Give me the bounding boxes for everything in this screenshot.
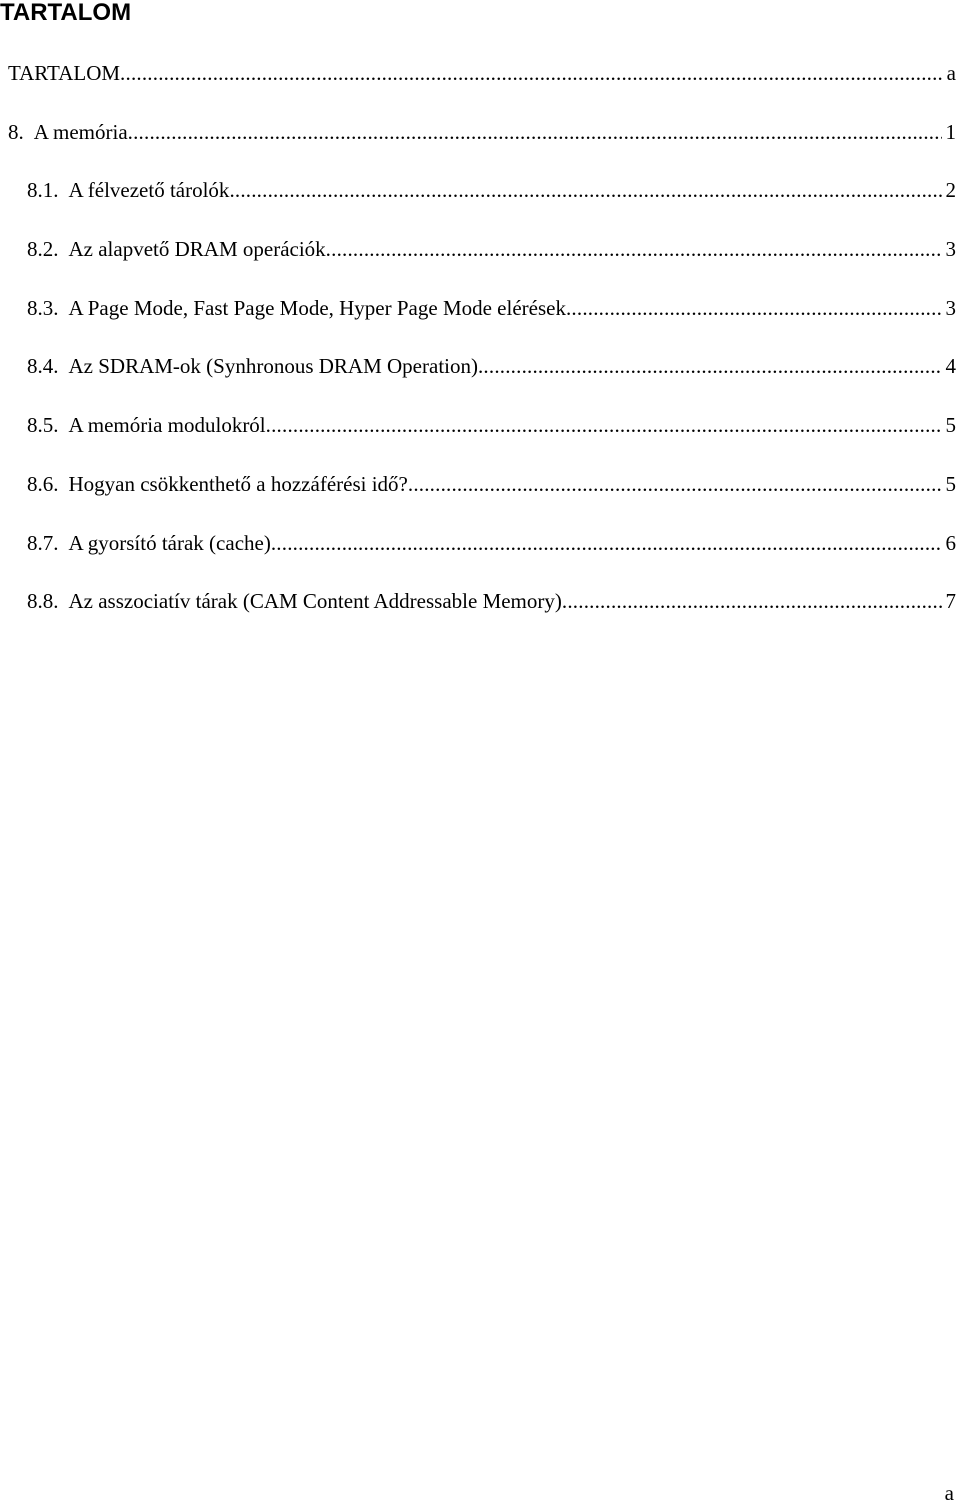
- toc-entry-page: 3: [945, 237, 956, 262]
- toc-entry-page: 5: [945, 413, 956, 438]
- toc-entry-title: A Page Mode, Fast Page Mode, Hyper Page Mode elérések: [68, 295, 566, 320]
- toc-entry-title: A memória modulokról: [68, 413, 266, 438]
- toc-entry-title: A gyorsító tárak (cache): [68, 530, 271, 555]
- toc-entry-title: Hogyan csökkenthető a hozzáférési idő?: [68, 471, 408, 496]
- toc-entry-title: Az SDRAM-ok (Synhronous DRAM Operation): [68, 354, 478, 379]
- toc-entry-number: 8.2.: [27, 237, 59, 262]
- toc-entry-title: Az alapvető DRAM operációk: [68, 237, 326, 262]
- toc-entry-number: 8.: [8, 119, 24, 144]
- toc-entry-page: a: [946, 61, 956, 85]
- toc-leader-dots: [229, 175, 941, 205]
- toc-entry-8-5[interactable]: [0, 410, 956, 469]
- toc-entry-number: 8.1.: [27, 178, 59, 203]
- toc-leader-dots: [408, 469, 942, 499]
- toc-entry-page: 3: [945, 295, 956, 320]
- toc-entry-8-6[interactable]: [0, 469, 956, 528]
- page-title: TARTALOM: [0, 0, 132, 26]
- toc-leader-dots: [271, 528, 942, 558]
- toc-entry-page: 4: [945, 354, 956, 379]
- toc-entry-number: 8.7.: [27, 530, 59, 555]
- toc-leader-dots: [566, 293, 942, 323]
- toc-entry-title: A félvezető tárolók: [68, 178, 230, 203]
- toc-entry-8-8[interactable]: [0, 586, 956, 645]
- toc-entry-8-3[interactable]: [0, 293, 956, 352]
- toc-leader-dots: [562, 586, 942, 616]
- toc-leader-dots: [326, 234, 942, 264]
- toc-entry-8-1[interactable]: [0, 175, 956, 234]
- toc-entry-number: 8.6.: [27, 471, 59, 496]
- toc-entry-tartalom[interactable]: [0, 58, 956, 117]
- toc-entry-page: 1: [945, 119, 956, 144]
- toc-entry-page: 7: [945, 589, 956, 614]
- page-number: a: [944, 1481, 954, 1505]
- toc-entry-number: 8.4.: [27, 354, 59, 379]
- toc-leader-dots: [266, 410, 942, 440]
- toc-leader-dots: [128, 117, 942, 147]
- toc-entry-title: A memória: [33, 119, 128, 144]
- toc-leader-dots: [478, 351, 942, 381]
- toc-entry-number: 8.8.: [27, 589, 59, 614]
- toc-entry-number: 8.5.: [27, 413, 59, 438]
- toc-entry-8-7[interactable]: [0, 528, 956, 587]
- toc-entry-number: 8.3.: [27, 295, 59, 320]
- toc-entry-title: Az asszociatív tárak (CAM Content Addressable Memory): [68, 589, 562, 614]
- toc-leader-dots: [120, 58, 943, 88]
- toc-entry-page: 5: [945, 471, 956, 496]
- toc-entry-8-2[interactable]: [0, 234, 956, 293]
- toc-entry-page: 6: [945, 530, 956, 555]
- toc-entry-8-4[interactable]: [0, 351, 956, 410]
- toc-entry-page: 2: [945, 178, 956, 203]
- toc-entry-8[interactable]: [0, 117, 956, 176]
- toc-entry-title: TARTALOM: [8, 61, 121, 85]
- table-of-contents: [0, 58, 956, 645]
